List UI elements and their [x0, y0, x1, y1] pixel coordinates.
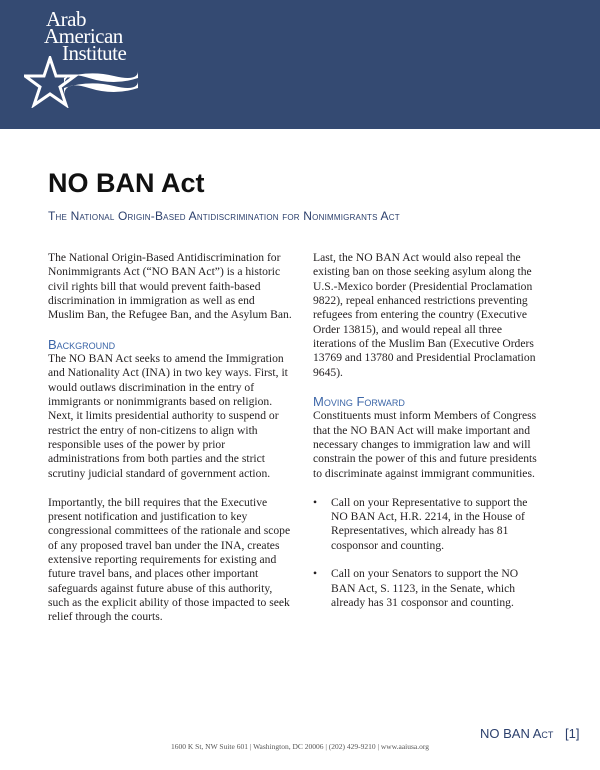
list-item-text: Call on your Representative to support the NO BAN Act, H.R. 2214, in the House of Representatives, which already has 81 cosponsor and counting. — [331, 495, 528, 552]
repeal-paragraph: Last, the NO BAN Act would also repeal the existing ban on those seeking asylum along the U.S.-Mexico border (Presidential Proclamation 9822), repeal enhanced restrictions preventing refugees from entering the country (Executive Order 13815), and would repeal all three iterations of the Muslim Ban (Executive Orders 13769 and 13780 and Presidential Proclamation 9645). — [313, 251, 536, 379]
footer-title: NO BAN Act — [480, 726, 554, 741]
right-column — [313, 251, 545, 625]
footer-address: 1600 K St, NW Suite 601 | Washington, DC 20006 | (202) 429-9210 | www.aaiusa.org — [171, 742, 429, 751]
page-subtitle: The National Origin-Based Antidiscrimination for Nonimmigrants Act — [48, 209, 400, 223]
page-number: [1] — [565, 726, 580, 741]
bullet: • — [313, 567, 318, 581]
logo-text-american: American — [44, 24, 123, 48]
list-item-text: Call on your Senators to support the NO BAN Act, S. 1123, in the Senate, which already has 31 cosponsor and counting. — [331, 567, 519, 609]
background-paragraph-1: The NO BAN Act seeks to amend the Immigration and Nationality Act (INA) in two key ways. First, it would outlaws discrimination in the entry of immigrants or nonimmigrants based on religion. Next, it limits presidential authority to suspend or restrict the entry of non-citizens to align with responsible uses of the power by prior administrations from both parties and the strict scrutiny judicial standard of government action. — [48, 352, 288, 480]
moving-forward-heading: Moving Forward — [313, 394, 405, 410]
background-paragraph-2: Importantly, the bill requires that the Executive present notification and justification to key congressional committees of the rationale and scope of any proposed travel ban under the INA, creates extensive reporting requirements for existing and future travel bans, and places other important safeguards against future abuse of this authority, such as the explicit ability of those impacted to seek relief through the courts. — [48, 495, 291, 624]
logo-text-institute: Institute — [62, 41, 127, 65]
list-item — [313, 496, 545, 553]
aai-logo — [24, 8, 144, 108]
header-banner — [0, 0, 600, 129]
moving-forward-paragraph: Constituents must inform Members of Congress that the NO BAN Act will make important and necessary changes to immigration law and will constrain the power of this and future presidents to discriminate against immigrant communities. — [313, 409, 537, 480]
logo-text-arab: Arab — [46, 7, 86, 31]
left-column — [48, 251, 293, 639]
list-item — [313, 567, 545, 610]
star-flag-icon — [24, 56, 144, 108]
intro-paragraph: The National Origin-Based Antidiscrimination for Nonimmigrants Act (“NO BAN Act”) is a historic civil rights bill that would prevent faith-based discrimination in immigration as well as end Muslim Ban, the Refugee Ban, and the Asylum Ban. — [48, 251, 292, 322]
background-heading: Background — [48, 337, 116, 353]
bullet: • — [313, 495, 318, 509]
page-title: NO BAN Act — [48, 168, 205, 198]
action-list — [313, 496, 545, 611]
